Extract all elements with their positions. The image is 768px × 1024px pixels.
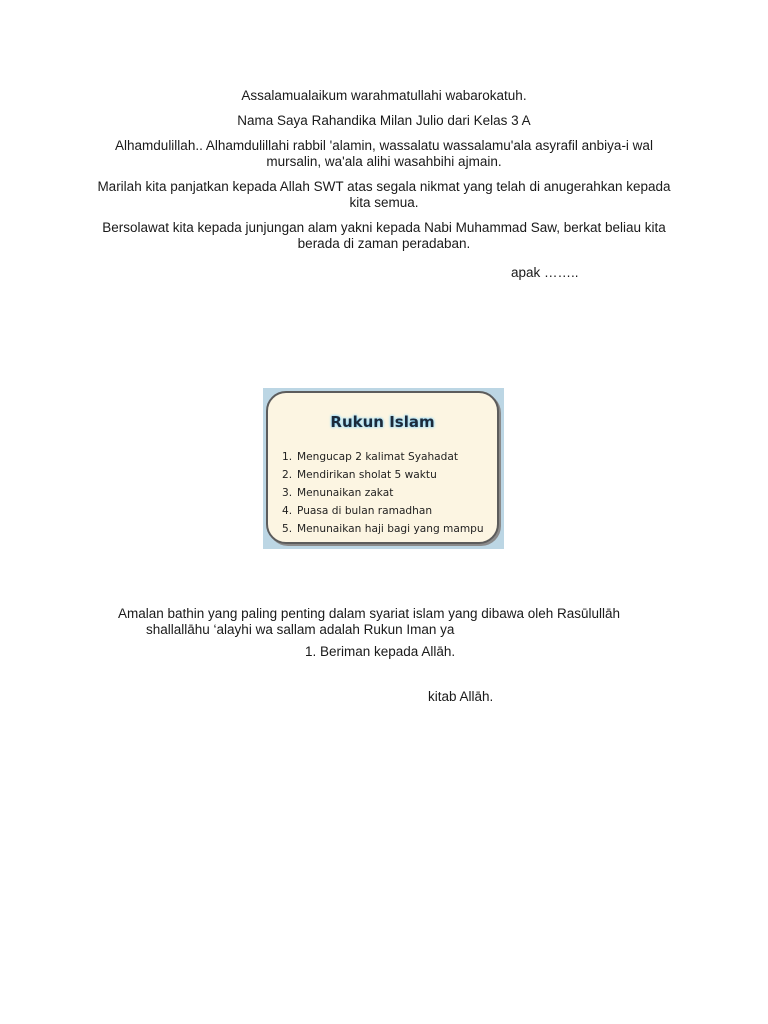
list-item — [282, 520, 484, 538]
list-item-text: Menunaikan zakat — [297, 487, 394, 499]
rukun-iman-item-1: 1. Beriman kepada Allāh. — [305, 644, 456, 659]
list-item — [282, 502, 484, 520]
list-item-number: 2. — [282, 469, 293, 481]
list-item — [282, 448, 484, 466]
greeting-text: Assalamualaikum warahmatullahi wabarokatuh. — [241, 88, 527, 103]
list-item-number: 1. — [282, 451, 293, 463]
list-item-text: Mendirikan sholat 5 waktu — [297, 469, 437, 481]
marilah-text: Marilah kita panjatkan kepada Allah SWT atas segala nikmat yang telah di anugerahkan kepada kita semua. — [97, 179, 671, 210]
sholawat-text: Bersolawat kita kepada junjungan alam yakni kepada Nabi Muhammad Saw, berkat beliau kita berada di zaman peradaban. — [102, 220, 666, 251]
rukun-islam-image — [263, 388, 504, 549]
list-item-number: 3. — [282, 487, 293, 499]
amalan-line-2: shallallāhu ‘alayhi wa sallam adalah Rukun Iman ya — [146, 621, 455, 637]
rukun-islam-list — [282, 448, 484, 538]
rukun-islam-card — [266, 391, 499, 544]
intro-text: Nama Saya Rahandika Milan Julio dari Kelas 3 A — [237, 113, 531, 128]
list-item-text: Menunaikan haji bagi yang mampu — [297, 523, 484, 535]
kitab-text: kitab Allāh. — [428, 689, 494, 704]
rukun-islam-title: Rukun Islam — [330, 413, 435, 431]
list-item-number: 5. — [282, 523, 293, 535]
list-item-number: 4. — [282, 505, 293, 517]
apak-text: apak …….. — [511, 265, 579, 280]
list-item-text: Puasa di bulan ramadhan — [297, 505, 433, 517]
list-item — [282, 466, 484, 484]
list-item — [282, 484, 484, 502]
amalan-line-1: Amalan bathin yang paling penting dalam syariat islam yang dibawa oleh Rasūlullāh — [118, 606, 621, 621]
amalan-paragraph — [118, 606, 678, 637]
list-item-text: Mengucap 2 kalimat Syahadat — [297, 451, 459, 463]
alhamdulillah-text: Alhamdulillah.. Alhamdulillahi rabbil 'alamin, wassalatu wassalamu'ala asyrafil anbiya-i wal mursalin, wa'ala alihi wasahbihi ajmain. — [115, 138, 653, 169]
